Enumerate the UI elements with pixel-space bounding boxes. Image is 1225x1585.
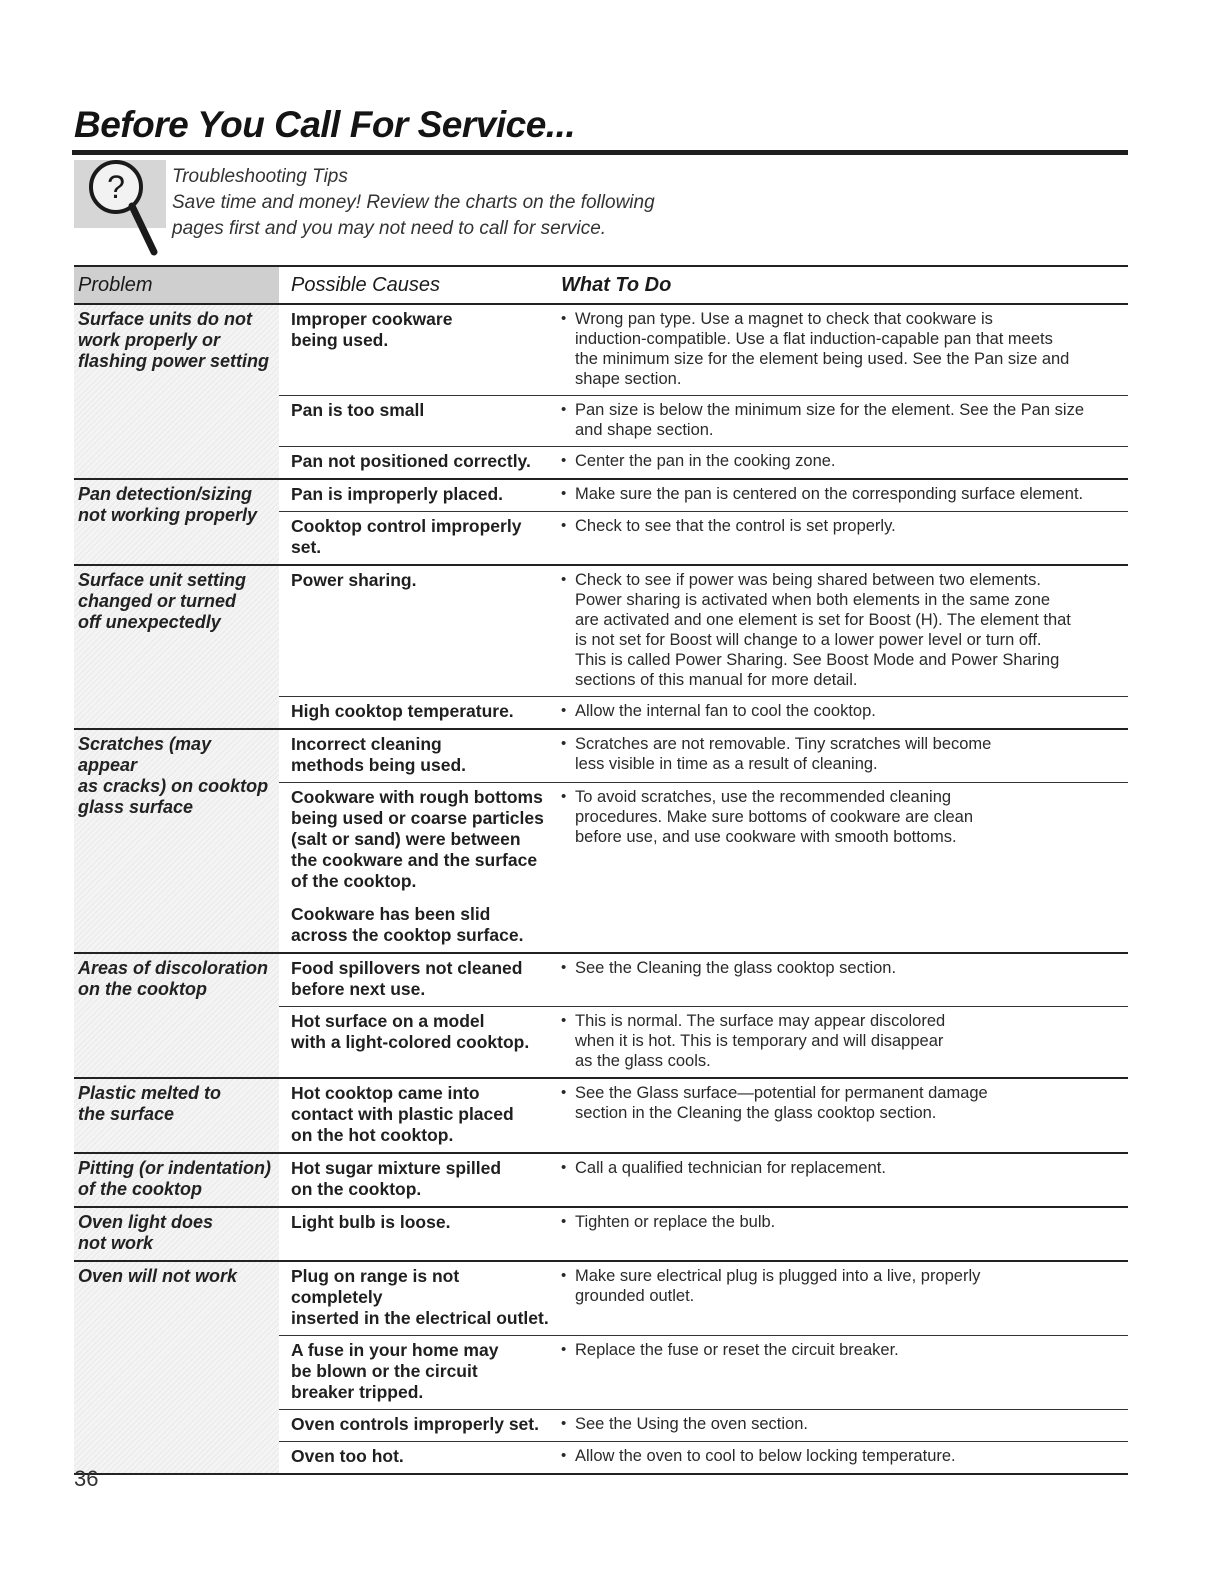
problem-cell [74, 954, 279, 1077]
todo-cell [551, 451, 1128, 472]
cause-cell [279, 1083, 551, 1146]
todo-cell [551, 516, 1128, 558]
cause-text: Light bulb is loose. [291, 1212, 451, 1232]
todo-cell [551, 1212, 1128, 1233]
causes-list [279, 1208, 1128, 1260]
problem-label: Areas of discoloration on the cooktop [78, 958, 269, 999]
svg-text:?: ? [107, 169, 125, 205]
table-row [279, 566, 1128, 697]
causes-list [279, 305, 1128, 478]
todo-cell [551, 1011, 1128, 1071]
cause-cell [279, 1011, 551, 1071]
troubleshooting-table [74, 265, 1128, 1475]
table-row [279, 730, 1128, 783]
cause-text: Oven controls improperly set. [291, 1414, 539, 1434]
todo-text: Make sure electrical plug is plugged into a live, properly grounded outlet. [575, 1267, 981, 1305]
todo-text: Call a qualified technician for replacement. [575, 1159, 886, 1177]
cause-text: A fuse in your home may be blown or the circuit breaker tripped. [291, 1340, 499, 1402]
cause-cell [279, 516, 551, 558]
bullet-icon: • [561, 1213, 567, 1230]
cause-text: Oven too hot. [291, 1446, 404, 1466]
problem-group [74, 730, 1128, 954]
question-magnifier-icon [74, 160, 166, 258]
todo-text: Center the pan in the cooking zone. [575, 452, 836, 470]
todo-text: This is normal. The surface may appear discolored when it is hot. This is temporary and will disappear as the glass cools. [575, 1012, 946, 1070]
table-row [279, 1262, 1128, 1336]
todo-cell [551, 1158, 1128, 1200]
todo-text: Make sure the pan is centered on the corresponding surface element. [575, 485, 1084, 503]
cause-text: Hot surface on a model with a light-colored cooktop. [291, 1011, 530, 1052]
todo-text: Pan size is below the minimum size for the element. See the Pan size and shape section. [575, 401, 1084, 439]
cause-cell [279, 1414, 551, 1435]
cause-text: Improper cookware being used. [291, 309, 453, 350]
todo-text: Wrong pan type. Use a magnet to check that cookware is induction-compatible. Use a flat induction-capable pan that meets the minimum size for the element being used. See the Pan size and shape section. [575, 310, 1070, 388]
todo-cell [551, 1266, 1128, 1329]
cause-cell [279, 701, 551, 722]
cause-text: Pan not positioned correctly. [291, 451, 531, 471]
cause-cell [279, 1158, 551, 1200]
table-row [279, 305, 1128, 396]
cause-cell [279, 484, 551, 505]
todo-cell [551, 309, 1128, 389]
problem-cell [74, 566, 279, 728]
bullet-icon: • [561, 788, 567, 805]
problem-label: Pitting (or indentation) of the cooktop [78, 1158, 271, 1199]
tips-title: Troubleshooting Tips [172, 166, 348, 187]
page-title: Before You Call For Service... [74, 104, 576, 145]
cause-cell [279, 1212, 551, 1233]
cause-text: Plug on range is not completely inserted in the electrical outlet. [291, 1266, 549, 1328]
todo-text: See the Cleaning the glass cooktop section. [575, 959, 897, 977]
problem-cell [74, 1262, 279, 1473]
bullet-icon: • [561, 1267, 567, 1284]
cause-text: Food spillovers not cleaned before next use. [291, 958, 523, 999]
problem-label: Oven light does not work [78, 1212, 214, 1253]
cause-text: Cookware with rough bottoms being used or coarse particles (salt or sand) were between the cookware and the surface of the cooktop. [291, 787, 544, 891]
table-row [279, 1079, 1128, 1152]
table-row [279, 396, 1128, 447]
problem-group [74, 305, 1128, 480]
causes-list [279, 730, 1128, 952]
problem-cell [74, 1154, 279, 1206]
problem-group [74, 1262, 1128, 1475]
cause-text: Cookware has been slid across the cooktop surface. [291, 904, 524, 945]
todo-cell [551, 1414, 1128, 1435]
problem-cell [74, 480, 279, 564]
problem-group [74, 480, 1128, 566]
problem-label: Surface unit setting changed or turned off unexpectedly [78, 570, 247, 632]
todo-text: See the Using the oven section. [575, 1415, 808, 1433]
bullet-icon: • [561, 401, 567, 418]
table-row [279, 783, 1128, 952]
todo-cell [551, 1340, 1128, 1403]
column-header-causes: Possible Causes [291, 273, 440, 296]
problem-group [74, 1208, 1128, 1262]
cause-text: Cooktop control improperly set. [291, 516, 522, 557]
problem-label: Scratches (may appear as cracks) on cooktop glass surface [78, 734, 269, 817]
bullet-icon: • [561, 702, 567, 719]
table-row [279, 447, 1128, 478]
bullet-icon: • [561, 1415, 567, 1432]
problem-label: Pan detection/sizing not working properly [78, 484, 258, 525]
column-header-problem: Problem [74, 267, 279, 303]
todo-cell [551, 570, 1128, 690]
page-number: 36 [74, 1466, 99, 1491]
todo-text: Allow the oven to cool to below locking temperature. [575, 1447, 956, 1465]
tips-line: pages first and you may not need to call for service. [172, 218, 607, 239]
table-header [74, 265, 1128, 305]
problem-group [74, 566, 1128, 730]
cause-cell [279, 734, 551, 776]
cause-text: Hot cooktop came into contact with plastic placed on the hot cooktop. [291, 1083, 514, 1145]
causes-list [279, 1154, 1128, 1206]
bullet-icon: • [561, 571, 567, 588]
todo-text: Replace the fuse or reset the circuit breaker. [575, 1341, 899, 1359]
cause-cell [279, 400, 551, 440]
cause-cell [279, 1340, 551, 1403]
bullet-icon: • [561, 452, 567, 469]
problem-cell [74, 305, 279, 478]
table-row [279, 1154, 1128, 1206]
cause-cell [279, 787, 551, 946]
todo-cell [551, 701, 1128, 722]
table-row [279, 1336, 1128, 1410]
bullet-icon: • [561, 485, 567, 502]
todo-text: Tighten or replace the bulb. [575, 1213, 776, 1231]
bullet-icon: • [561, 1012, 567, 1029]
table-row [279, 1442, 1128, 1473]
table-row [279, 697, 1128, 728]
problem-group [74, 954, 1128, 1079]
problem-cell [74, 730, 279, 952]
bullet-icon: • [561, 1341, 567, 1358]
todo-text: Scratches are not removable. Tiny scratches will become less visible in time as a result of cleaning. [575, 735, 992, 773]
todo-cell [551, 484, 1128, 505]
cause-text: Power sharing. [291, 570, 417, 590]
title-divider [72, 150, 1128, 155]
todo-cell [551, 1446, 1128, 1467]
cause-cell [279, 570, 551, 690]
table-row [279, 512, 1128, 564]
cause-text: Pan is improperly placed. [291, 484, 504, 504]
todo-text: Check to see that the control is set properly. [575, 517, 896, 535]
problem-label: Oven will not work [78, 1266, 238, 1286]
causes-list [279, 480, 1128, 564]
todo-text: To avoid scratches, use the recommended cleaning procedures. Make sure bottoms of cookware are clean before use, and use cookware with smooth bottoms. [575, 788, 974, 846]
bullet-icon: • [561, 959, 567, 976]
problem-group [74, 1079, 1128, 1154]
cause-cell [279, 958, 551, 1000]
problem-cell [74, 1208, 279, 1260]
cause-cell [279, 1446, 551, 1467]
table-row [279, 1410, 1128, 1442]
todo-cell [551, 958, 1128, 1000]
bullet-icon: • [561, 1159, 567, 1176]
causes-list [279, 1079, 1128, 1152]
cause-text: Pan is too small [291, 400, 425, 420]
problem-label: Plastic melted to the surface [78, 1083, 222, 1124]
todo-text: Check to see if power was being shared between two elements. Power sharing is activated when both elements in the same zone are activated and one element is set for Boost (H). The element that is not set for Boost will change to a lower power level or turn off. This is called Power Sharing. See Boost Mode and Power Sharing sections of this manual for more detail. [575, 571, 1071, 689]
causes-list [279, 1262, 1128, 1473]
bullet-icon: • [561, 1084, 567, 1101]
todo-cell [551, 734, 1128, 776]
table-row [279, 1007, 1128, 1077]
tips-line: Save time and money! Review the charts on the following [172, 192, 655, 213]
causes-list [279, 566, 1128, 728]
table-row [279, 954, 1128, 1007]
cause-cell [279, 451, 551, 472]
cause-cell [279, 1266, 551, 1329]
troubleshooting-tips [172, 164, 655, 242]
bullet-icon: • [561, 517, 567, 534]
cause-text: Hot sugar mixture spilled on the cooktop. [291, 1158, 502, 1199]
todo-cell [551, 400, 1128, 440]
bullet-icon: • [561, 735, 567, 752]
cause-cell [279, 309, 551, 389]
column-header-todo: What To Do [561, 273, 672, 296]
todo-text: See the Glass surface—potential for permanent damage section in the Cleaning the glass cooktop section. [575, 1084, 988, 1122]
bullet-icon: • [561, 1447, 567, 1464]
bullet-icon: • [561, 310, 567, 327]
cause-text: High cooktop temperature. [291, 701, 514, 721]
table-row [279, 1208, 1128, 1239]
problem-cell [74, 1079, 279, 1152]
table-row [279, 480, 1128, 512]
todo-cell [551, 787, 1128, 946]
problem-group [74, 1154, 1128, 1208]
todo-cell [551, 1083, 1128, 1146]
cause-text: Incorrect cleaning methods being used. [291, 734, 467, 775]
causes-list [279, 954, 1128, 1077]
problem-label: Surface units do not work properly or flashing power setting [78, 309, 270, 371]
todo-text: Allow the internal fan to cool the cooktop. [575, 702, 876, 720]
